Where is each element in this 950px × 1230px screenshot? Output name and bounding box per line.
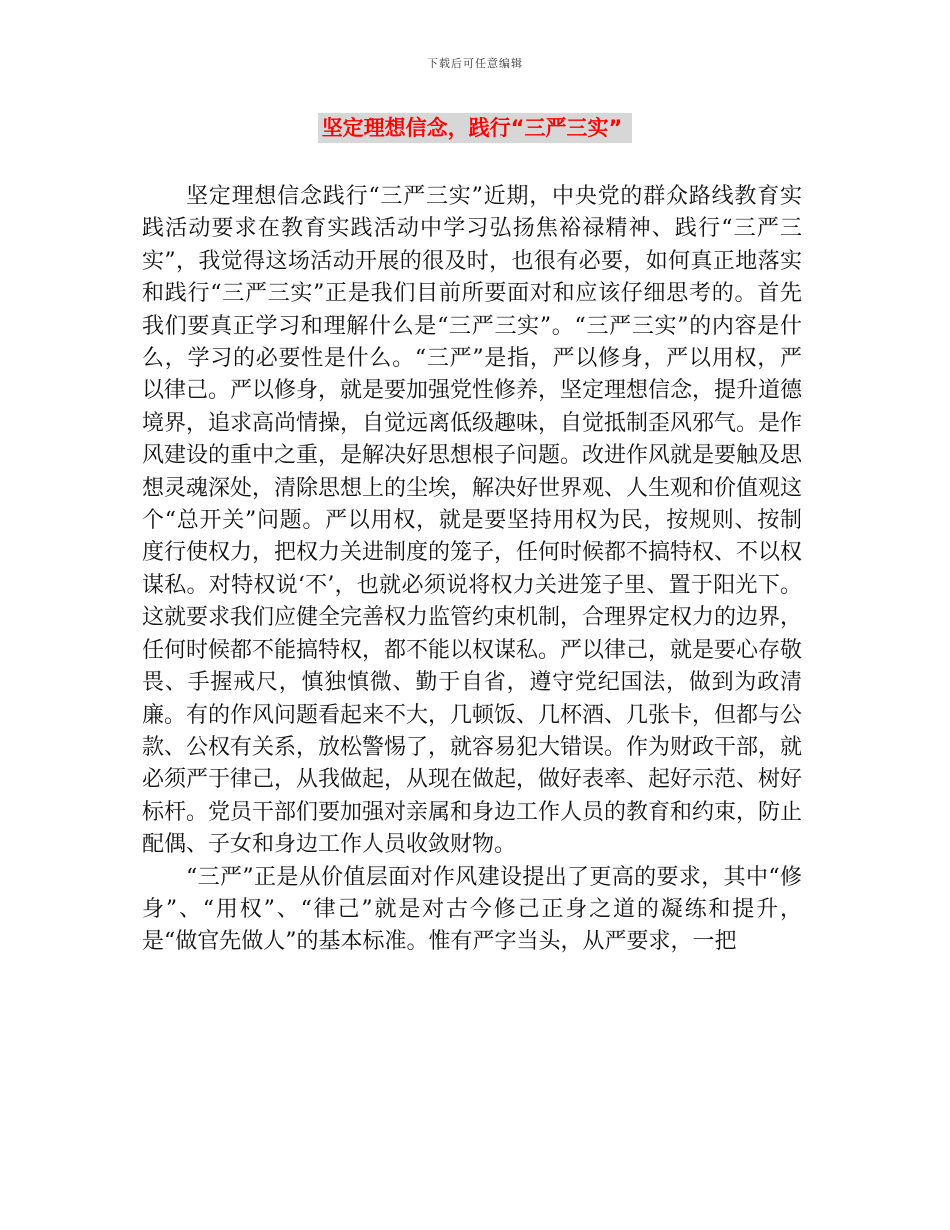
paragraph-1: 坚定理想信念践行“三严三实”近期，中央党的群众路线教育实践活动要求在教育实践活动中学习弘扬焦裕禄精神、践行“三严三实”，我觉得这场活动开展的很及时，也很有必要，如何真正地落实和践行“三严三实”正是我们目前所要面对和应该仔细思考的。首先我们要真正学习和理解什么是“三严三实”。“三严三实”的内容是什么，学习的必要性是什么。“三严”是指，严以修身，严以用权，严以律己。严以修身，就是要加强党性修养，坚定理想信念，提升道德境界，追求高尚情操，自觉远离低级趣味，自觉抵制歪风邪气。是作风建设的重中之重，是解决好思想根子问题。改进作风就是要触及思想灵魂深处，清除思想上的尘埃，解决好世界观、人生观和价值观这个“总开关”问题。严以用权，就是要坚持用权为民，按规则、按制度行使权力，把权力关进制度的笼子，任何时候都不搞特权、不以权谋私。对特权说‘不’，也就必须说将权力关进笼子里、置于阳光下。这就要求我们应健全完善权力监管约束机制，合理界定权力的边界，任何时候都不能搞特权，都不能以权谋私。严以律己，就是要心存敬畏、手握戒尺，慎独慎微、勤于自省，遵守党纪国法，做到为政清廉。有的作风问题看起来不大，几顿饭、几杯酒、几张卡，但都与公款、公权有关系，放松警惕了，就容易犯大错误。作为财政干部，就必须严于律己，从我做起，从现在做起，做好表率、起好示范、树好标杆。党员干部们要加强对亲属和身边工作人员的教育和约束，防止配偶、子女和身边工作人员收敛财物。 [142,184,803,858]
document-title: 坚定理想信念，践行“三严三实” [318,113,633,143]
paragraph-2: “三严”正是从价值层面对作风建设提出了更高的要求，其中“修身”、“用权”、“律己”就是对古今修己正身之道的凝练和提升，是“做官先做人”的基本标准。惟有严字当头，从严要求，一把 [142,864,802,955]
title-container [0,113,950,143]
document-body [142,181,802,959]
header-note: 下载后可任意编辑 [427,57,523,70]
